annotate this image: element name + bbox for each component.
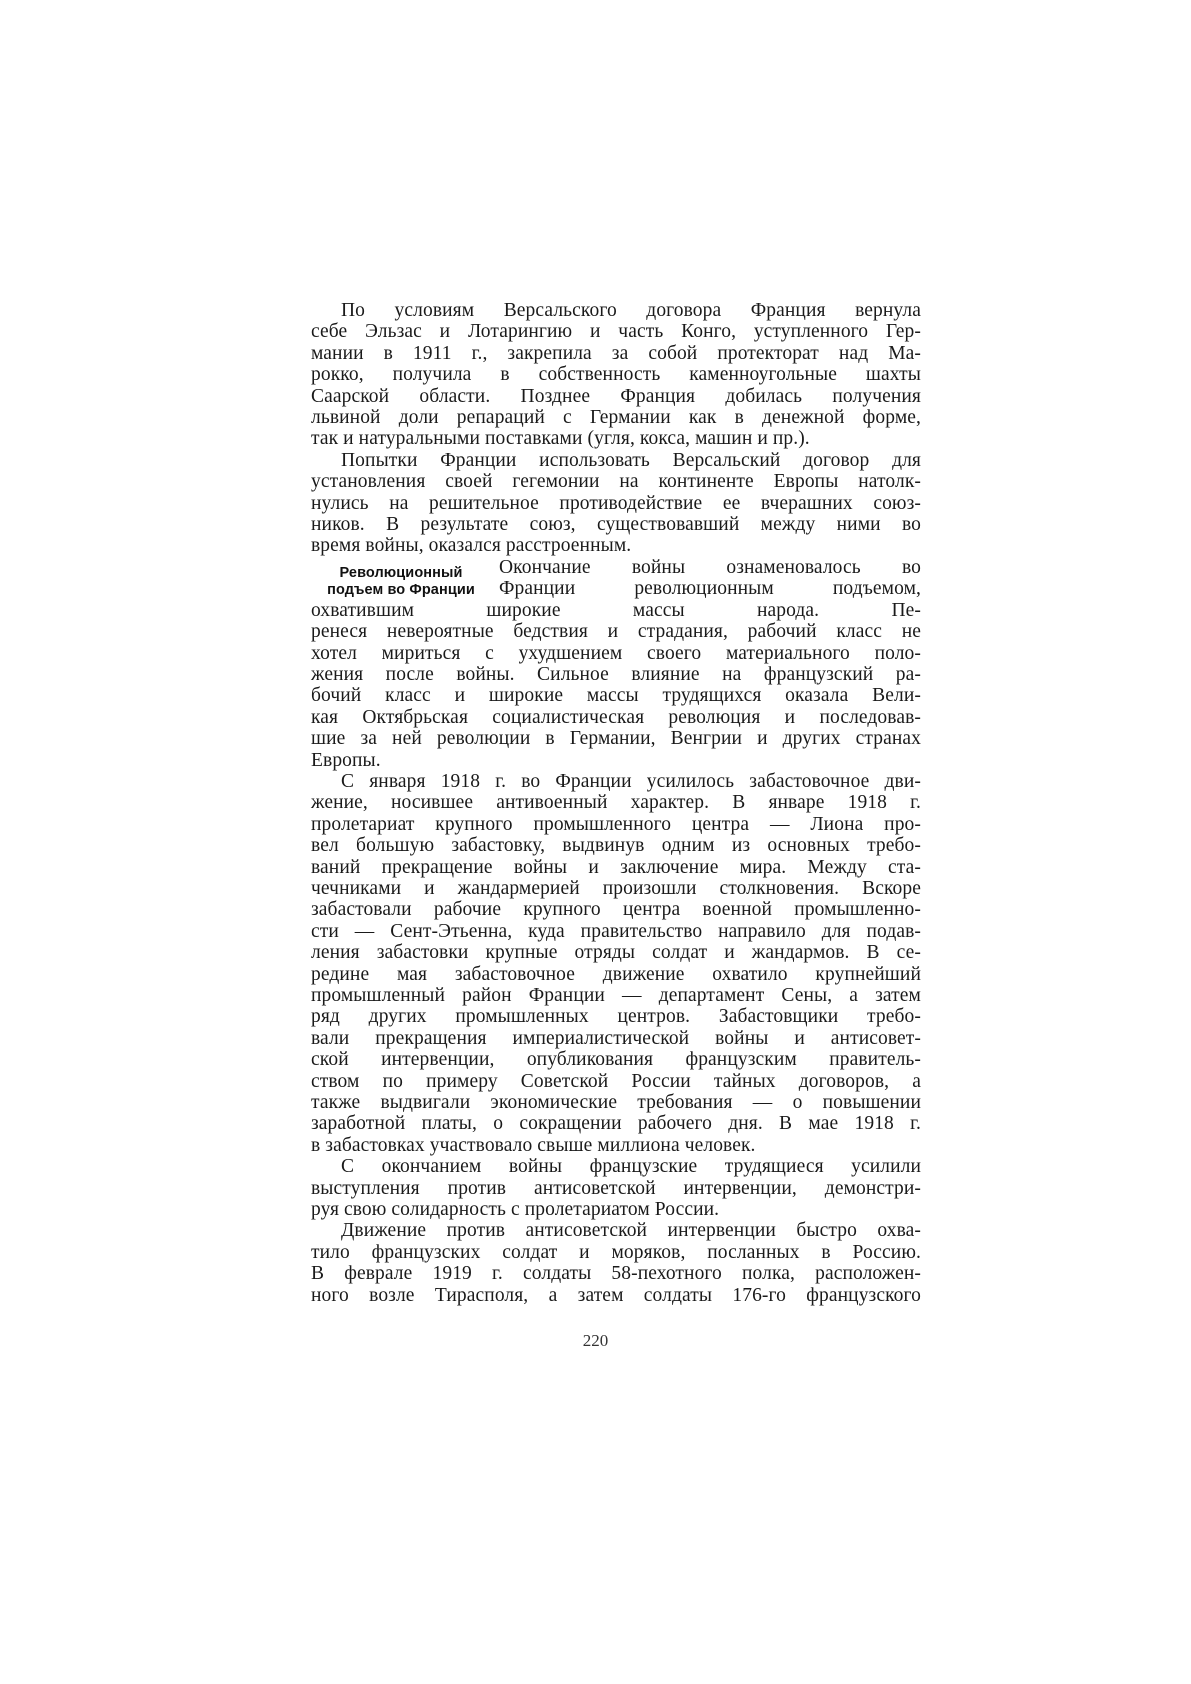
text-line: Европы. <box>311 749 381 771</box>
text-line: руя свою солидарность с пролетариатом России. <box>311 1199 720 1221</box>
text-line: С окончанием войны французские трудящиеся усилили <box>341 1156 921 1178</box>
text-line: рокко, получила в собственность каменноугольные шахты <box>311 364 921 386</box>
text-line: охватившим широкие массы народа. Пе- <box>311 599 921 621</box>
text-line: пролетариат крупного промышленного центра — Лиона про- <box>311 813 921 835</box>
text-line: также выдвигали экономические требования — о повышении <box>311 1092 921 1114</box>
section-revolutionary-upsurge <box>311 557 921 771</box>
text-line: тило французских солдат и моряков, посланных в Россию. <box>311 1241 921 1263</box>
text-line: время войны, оказался расстроенным. <box>311 535 632 557</box>
text-line: Движение против антисоветской интервенции быстро охва- <box>341 1220 921 1242</box>
text-line: промышленный район Франции — департамент Сены, а затем <box>311 985 921 1006</box>
text-line: выступления против антисоветской интервенции, демонстри- <box>311 1177 921 1199</box>
text-line: жения после войны. Сильное влияние на французский ра- <box>311 663 921 685</box>
text-line: Франции революционным подъемом, <box>499 578 921 600</box>
text-line: мании в 1911 г., закрепила за собой протекторат над Ма- <box>311 342 921 364</box>
text-line: В феврале 1919 г. солдаты 58-пехотного полка, расположен- <box>311 1263 921 1285</box>
text-line: Саарской области. Позднее Франция добилась получения <box>311 385 921 407</box>
page-number: 220 <box>582 1331 609 1350</box>
text-line: установления своей гегемонии на континенте Европы натолк- <box>311 471 921 493</box>
text-line: ников. В результате союз, существовавший между ними во <box>311 514 921 536</box>
text-line: вали прекращения империалистической войны и антисовет- <box>311 1027 921 1049</box>
text-line: заработной платы, о сокращении рабочего дня. В мае 1918 г. <box>311 1113 921 1135</box>
text-line: чечниками и жандармерией произошли столкновения. Вскоре <box>311 877 921 899</box>
text-line: бочий класс и широкие массы трудящихся оказала Вели- <box>311 685 921 707</box>
text-line: По условиям Версальского договора Франция вернула <box>341 300 921 321</box>
text-line: С января 1918 г. во Франции усилилось забастовочное дви- <box>341 770 921 792</box>
text-line: ления забастовки крупные отряды солдат и жандармов. В се- <box>311 942 921 964</box>
text-line: ской интервенции, опубликования французским правитель- <box>311 1049 921 1071</box>
paragraph-hegemony-attempts <box>311 450 921 557</box>
paragraph-versailles-terms <box>311 300 921 450</box>
text-line: ренеся невероятные бедствия и страдания, рабочий класс не <box>311 621 921 643</box>
side-heading <box>311 565 491 599</box>
paragraph-strike-movement <box>311 771 921 1156</box>
text-line: забастовали рабочие крупного центра военной промышленно- <box>311 899 921 921</box>
text-line: редине мая забастовочное движение охватило крупнейший <box>311 963 921 985</box>
text-line: ряд других промышленных центров. Забастовщики требо- <box>311 1006 921 1028</box>
text-line: нулись на решительное противодействие ее вчерашних союз- <box>311 492 921 514</box>
text-line: ного возле Тирасполя, а затем солдаты 176-го французского <box>311 1284 921 1306</box>
paragraph-postwar-solidarity <box>311 1156 921 1220</box>
side-heading-line: подъем во Франции <box>327 581 475 598</box>
text-line: Попытки Франции использовать Версальский договор для <box>341 449 921 471</box>
text-line: сти — Сент-Этьенна, куда правительство направило для подав- <box>311 920 921 942</box>
text-line: жение, носившее антивоенный характер. В январе 1918 г. <box>311 792 921 814</box>
text-line: в забастовках участвовало свыше миллиона человек. <box>311 1134 756 1156</box>
text-line: шие за ней революции в Германии, Венгрии и других странах <box>311 728 921 750</box>
text-line: хотел мириться с ухудшением своего материального поло- <box>311 642 921 664</box>
text-line: ваний прекращение войны и заключение мира. Между ста- <box>311 856 921 878</box>
side-heading-line: Революционный <box>339 564 463 581</box>
text-line: себе Эльзас и Лотарингию и часть Конго, уступленного Гер- <box>311 321 921 343</box>
text-line: ством по примеру Советской России тайных договоров, а <box>311 1070 921 1092</box>
main-text-column <box>311 300 921 1306</box>
text-line: вел большую забастовку, выдвинув одним из основных требо- <box>311 835 921 857</box>
paragraph-anti-intervention <box>311 1220 921 1306</box>
text-line: Окончание войны ознаменовалось во <box>499 556 921 578</box>
text-line: львиной доли репараций с Германии как в денежной форме, <box>311 407 921 429</box>
text-line: так и натуральными поставками (угля, кокса, машин и пр.). <box>311 428 810 450</box>
text-line: кая Октябрьская социалистическая революция и последовав- <box>311 706 921 728</box>
